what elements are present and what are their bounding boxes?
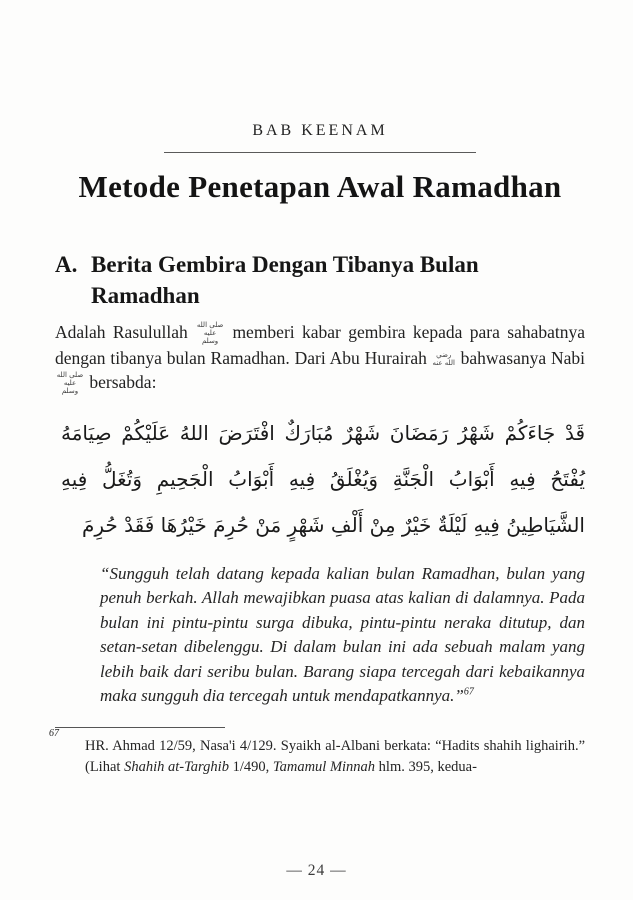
chapter-label: BAB KEENAM [252, 122, 388, 139]
footnote-text-1: HR. Ahmad 12/59, Nasa'i 4/129. Syaikh al-Albani berkata: “Hadits shahih lighairih.” (Lihat [85, 737, 585, 775]
footnote-book-title-2: Tamamul Minnah [272, 758, 376, 775]
hadith-arabic-text: قَدْ جَاءَكُمْ شَهْرُ رَمَضَانَ شَهْرٌ مُبَارَكٌ افْتَرَضَ اللهُ عَلَيْكُمْ صِيَامَهُ يُفْتَحُ فِيهِ أَبْوَابُ الْجَنَّةِ وَيُغْلَقُ فِيهِ أَبْوَابُ الْجَحِيمِ وَتُغَلُّ فِيهِ الشَّيَاطِينُ فِيهِ لَيْلَةٌ خَيْرٌ مِنْ أَلْفِ شَهْرٍ مَنْ حُرِمَ خَيْرُهَا فَقَدْ حُرِمَ [61, 420, 585, 537]
footnote-text-2: 1/490, [228, 758, 273, 775]
footnote-book-title-1: Shahih at-Targhib [124, 758, 229, 775]
translation-text: “Sungguh telah datang kepada kalian bulan Ramadhan, bulan yang penuh berkah. Allah mewajibkan puasa atas kalian di dalamnya. Pada bulan ini pintu-pintu surga dibuka, pintu-pintu neraka ditutup, dan setan-setan dibelenggu. Di dalam bulan ini ada sebuah malam yang lebih baik dari seribu bulan. Barang siapa tercegah dari kebaikannya maka sungguh dia tercegah untuk mendapatkannya.” [100, 563, 585, 706]
footnote-reference: 67 [463, 686, 474, 698]
hadith-translation [100, 562, 585, 709]
section-heading-line2: Ramadhan [91, 283, 200, 308]
footnote-text-3: hlm. 395, kedua- [375, 758, 477, 775]
chapter-divider [164, 152, 476, 153]
intro-paragraph [55, 320, 585, 396]
footnote: 67 HR. Ahmad 12/59, Nasa'i 4/129. Syaikh al-Albani berkata: “Hadits shahih lighairih.” (Lihat Shahih at-Targhib 1/490, Tamamul Minnah hlm. 395, kedua- [49, 727, 585, 775]
intro-text-4: bersabda: [85, 372, 157, 393]
section-heading [55, 249, 585, 311]
page-title: Metode Penetapan Awal Ramadhan [78, 169, 562, 204]
section-heading-text [91, 249, 585, 311]
footnote-divider [55, 727, 225, 728]
section-heading-line1: Berita Gembira Dengan Tibanya Bulan [91, 252, 479, 277]
intro-text-3: bahwasanya Nabi [455, 347, 586, 368]
page-number: — 24 — [286, 862, 347, 879]
saw-honorific-icon: صلى الله عليه وسلم [56, 371, 84, 395]
intro-text-2: memberi kabar gembira kepada para sahabatnya dengan tibanya bulan Ramadhan. Dari Abu Hurairah [55, 322, 585, 368]
section-letter: A. [55, 252, 78, 277]
saw-honorific-icon: صلى الله عليه وسلم [196, 321, 224, 345]
intro-text-1: Adalah Rasulullah [55, 322, 196, 342]
ra-honorific-icon: رضي الله عنه [432, 350, 455, 367]
